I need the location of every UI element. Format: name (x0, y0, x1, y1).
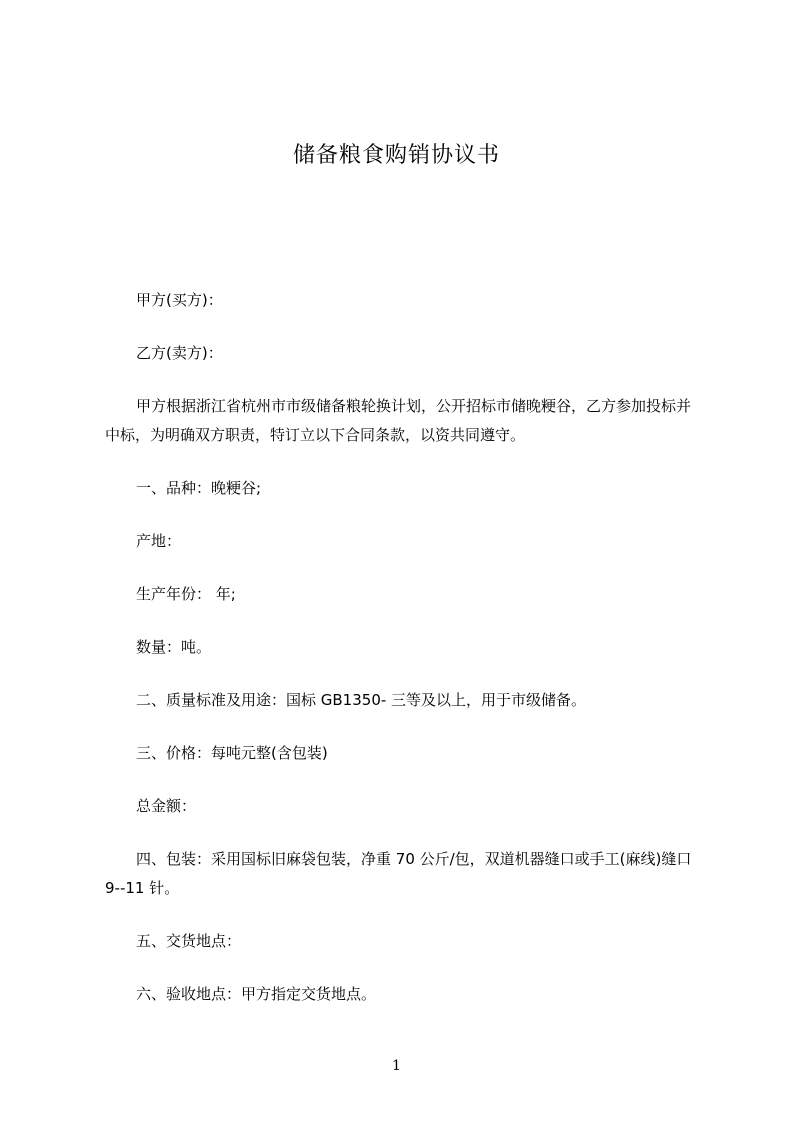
party-b-line: 乙方(卖方)： (136, 344, 223, 362)
party-a-line: 甲方(买方)： (136, 291, 223, 309)
document-title: 储备粮食购销协议书 (292, 143, 500, 168)
page-number: 1 (392, 1058, 401, 1074)
clause-delivery-location: 五、交货地点： (136, 932, 242, 950)
clause-total-amount: 总金额： (136, 797, 197, 815)
clause-quantity: 数量：吨。 (136, 638, 212, 656)
clause-quality: 二、质量标准及用途：国标 GB1350- 三等及以上，用于市级储备。 (136, 691, 587, 709)
intro-paragraph: 甲方根据浙江省杭州市市级储备粮轮换计划，公开招标市储晚粳谷，乙方参加投标并中标，为明确双方职责，特订立以下合同条款，以资共同遵守。 (105, 397, 692, 444)
clause-inspection-location: 六、验收地点：甲方指定交货地点。 (136, 985, 377, 1003)
clause-variety: 一、品种：晚粳谷; (136, 479, 262, 497)
clause-production-year: 生产年份： 年; (136, 585, 236, 603)
clause-packaging: 四、包装：采用国标旧麻袋包装，净重 70 公斤/包，双道机器缝口或手工(麻线)缝口 9--11 针。 (105, 850, 692, 897)
clause-origin: 产地： (136, 532, 182, 550)
clause-price: 三、价格：每吨元整(含包装) (136, 744, 328, 762)
